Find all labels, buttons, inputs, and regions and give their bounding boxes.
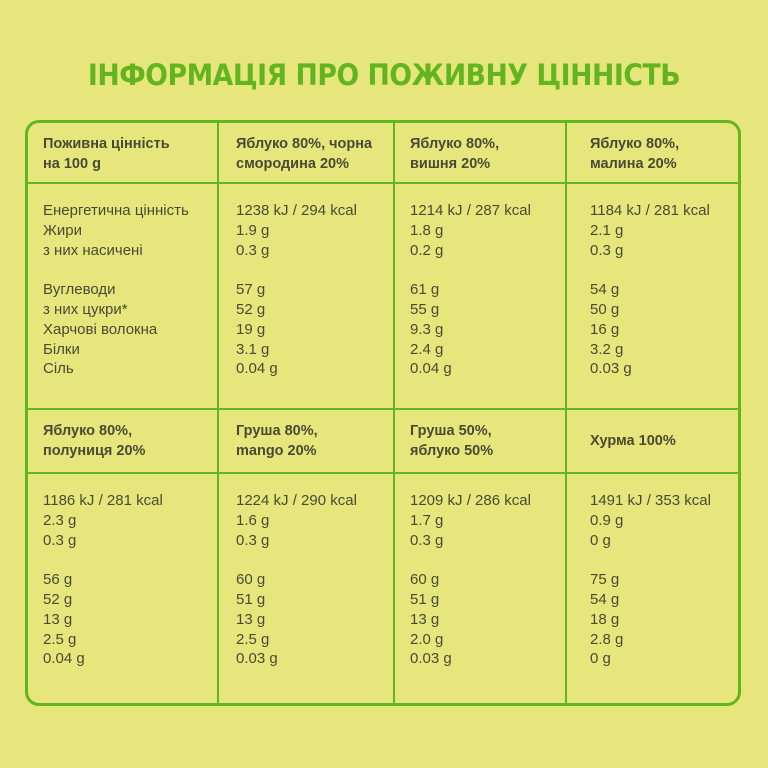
energy-label: Енергетична цінність	[43, 202, 189, 219]
table-header-label: Поживна цінність на 100 g	[43, 136, 170, 172]
fat-value: 2.3 g	[43, 511, 77, 529]
sugars-value: 51 g	[236, 590, 266, 608]
product-header-pear-apple: Груша 50%, яблуко 50%	[410, 423, 494, 459]
carbs-value: 60 g	[410, 571, 440, 589]
salt-value: 0 g	[590, 650, 611, 668]
product-values-pear-apple	[410, 491, 531, 669]
sugars-value: 51 g	[410, 590, 440, 608]
fat-label: Жири	[43, 221, 82, 239]
energy-value: 1238 kJ / 294 kcal	[236, 202, 357, 219]
fat-value: 1.6 g	[236, 511, 270, 529]
saturated-value: 0.3 g	[410, 531, 444, 549]
protein-value: 2.4 g	[410, 340, 444, 358]
sugars-value: 50 g	[590, 300, 620, 318]
saturated-value: 0.3 g	[43, 531, 77, 549]
product-header-cherry: Яблуко 80%, вишня 20%	[410, 136, 500, 172]
protein-value: 2.0 g	[410, 630, 444, 648]
fiber-value: 9.3 g	[410, 320, 444, 338]
protein-value: 2.8 g	[590, 630, 624, 648]
salt-label: Сіль	[43, 360, 74, 378]
product-header-mango: Груша 80%, mango 20%	[236, 423, 318, 459]
energy-value: 1491 kJ / 353 kcal	[590, 492, 711, 509]
carbs-label: Вуглеводи	[43, 281, 116, 299]
carbs-value: 61 g	[410, 281, 440, 299]
sugars-value: 54 g	[590, 590, 620, 608]
saturated-value: 0 g	[590, 531, 611, 549]
fiber-value: 13 g	[43, 610, 73, 628]
fat-value: 1.9 g	[236, 221, 270, 239]
sugars-value: 52 g	[236, 300, 266, 318]
fiber-value: 13 g	[236, 610, 266, 628]
row-divider	[28, 182, 738, 184]
row-divider	[28, 472, 738, 474]
carbs-value: 57 g	[236, 281, 266, 299]
column-divider	[393, 123, 395, 703]
carbs-value: 56 g	[43, 571, 73, 589]
fat-value: 0.9 g	[590, 511, 624, 529]
salt-value: 0.04 g	[43, 650, 85, 668]
protein-value: 3.1 g	[236, 340, 270, 358]
product-values-blackcurrant	[236, 201, 357, 379]
energy-value: 1209 kJ / 286 kcal	[410, 492, 531, 509]
column-divider	[217, 123, 219, 703]
salt-value: 0.03 g	[410, 650, 452, 668]
energy-value: 1186 kJ / 281 kcal	[43, 492, 163, 509]
protein-value: 2.5 g	[236, 630, 270, 648]
saturated-value: 0.2 g	[410, 241, 444, 259]
fat-value: 1.7 g	[410, 511, 444, 529]
energy-value: 1224 kJ / 290 kcal	[236, 492, 357, 509]
sugars-value: 52 g	[43, 590, 73, 608]
saturated-value: 0.3 g	[236, 241, 270, 259]
protein-label: Білки	[43, 340, 80, 358]
nutrient-labels	[43, 201, 189, 379]
fiber-value: 18 g	[590, 610, 620, 628]
saturated-label: з них насичені	[43, 241, 143, 259]
salt-value: 0.03 g	[590, 360, 632, 378]
product-values-mango	[236, 491, 357, 669]
product-values-strawberry	[43, 491, 163, 669]
sugars-value: 55 g	[410, 300, 440, 318]
energy-value: 1184 kJ / 281 kcal	[590, 202, 710, 219]
product-header-blackcurrant: Яблуко 80%, чорна смородина 20%	[236, 136, 373, 172]
product-header-persimmon: Хурма 100%	[590, 433, 676, 449]
page-title: ІНФОРМАЦІЯ ПРО ПОЖИВНУ ЦІННІСТЬ	[87, 58, 681, 92]
carbs-value: 75 g	[590, 571, 620, 589]
fiber-value: 13 g	[410, 610, 440, 628]
fiber-value: 19 g	[236, 320, 266, 338]
salt-value: 0.03 g	[236, 650, 278, 668]
product-header-strawberry: Яблуко 80%, полуниця 20%	[43, 423, 146, 459]
salt-value: 0.04 g	[410, 360, 452, 378]
fiber-value: 16 g	[590, 320, 620, 338]
product-values-raspberry	[590, 201, 710, 379]
saturated-value: 0.3 g	[236, 531, 270, 549]
carbs-value: 60 g	[236, 571, 266, 589]
energy-value: 1214 kJ / 287 kcal	[410, 202, 531, 219]
column-divider	[565, 123, 567, 703]
product-values-persimmon	[590, 491, 711, 669]
salt-value: 0.04 g	[236, 360, 278, 378]
fat-value: 2.1 g	[590, 221, 624, 239]
fat-value: 1.8 g	[410, 221, 444, 239]
protein-value: 2.5 g	[43, 630, 77, 648]
product-header-raspberry: Яблуко 80%, малина 20%	[590, 136, 680, 172]
nutrition-table	[25, 120, 741, 706]
product-values-cherry	[410, 201, 531, 379]
sugars-label: з них цукри*	[43, 300, 128, 318]
protein-value: 3.2 g	[590, 340, 624, 358]
fiber-label: Харчові волокна	[43, 320, 158, 338]
saturated-value: 0.3 g	[590, 241, 624, 259]
carbs-value: 54 g	[590, 281, 620, 299]
